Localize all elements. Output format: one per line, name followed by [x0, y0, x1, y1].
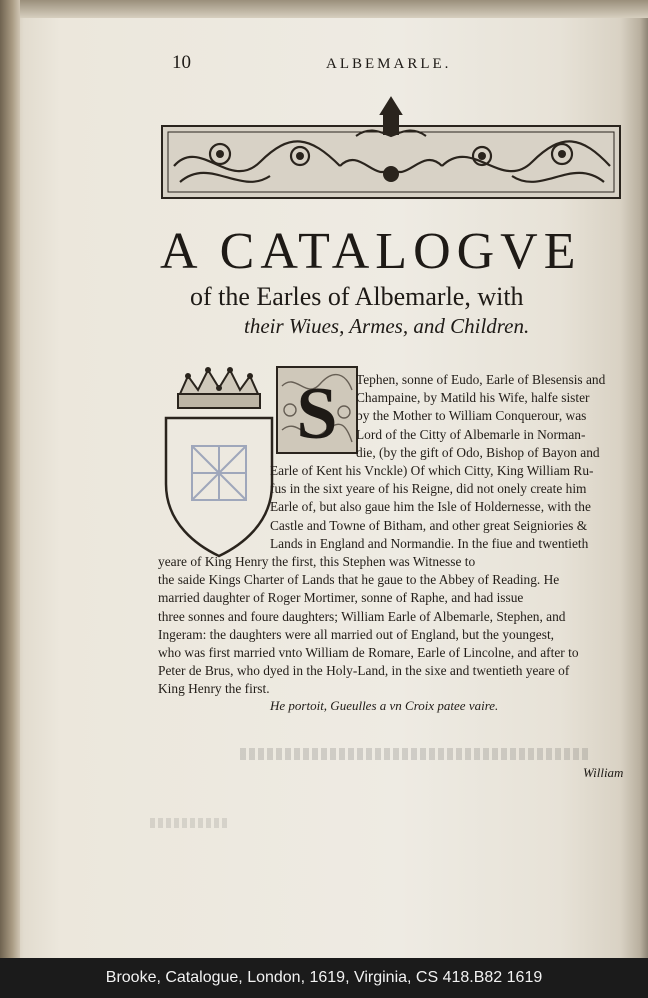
- body-line: fus in the sixt yeare of his Reigne, did not onely create him: [270, 481, 587, 497]
- body-line: by the Mother to William Conquerour, was: [356, 408, 587, 424]
- body-line: Earle of Kent his Vnckle) Of which Citty, King William Ru-: [270, 463, 594, 478]
- running-head: ALBEMARLE.: [326, 56, 452, 72]
- paper-top-edge: [0, 0, 648, 18]
- ornamental-headpiece: [160, 96, 622, 208]
- body-line: three sonnes and foure daughters; William Earle of Albemarle, Stephen, and: [158, 608, 566, 624]
- body-line: Tephen, sonne of Eudo, Earle of Blesensis and: [356, 372, 606, 387]
- body-line: Lands in England and Normandie. In the fiue and twentieth: [270, 535, 589, 551]
- drop-cap-letter: S: [296, 373, 338, 454]
- body-line: Castle and Towne of Bitham, and other great Seigniories &: [270, 517, 588, 533]
- caption-bar: [0, 958, 648, 998]
- page-number: 10: [172, 52, 191, 73]
- body-line: Peter de Brus, who dyed in the Holy-Land, in the sixe and twentieth yeare of: [158, 663, 570, 679]
- body-line: Earle of, but also gaue him the Isle of Holdernesse, with the: [270, 499, 591, 515]
- body-line: die, (by the gift of Odo, Bishop of Bayon and: [356, 444, 600, 460]
- body-line: married daughter of Roger Mortimer, sonne of Raphe, and had issue: [158, 590, 524, 606]
- body-line: Champaine, by Matild his Wife, halfe sister: [356, 390, 590, 406]
- coat-of-arms-icon: [160, 364, 278, 564]
- body-line: yeare of King Henry the first, this Stephen was Witnesse to: [158, 554, 476, 569]
- catalogue-title: A CATALOGVE: [160, 223, 582, 280]
- show-through-text: [150, 818, 230, 828]
- paper-left-edge: [0, 0, 20, 958]
- catalogue-subtitle-line-2: their Wiues, Armes, and Children.: [244, 314, 530, 338]
- show-through-text: [240, 748, 590, 760]
- body-line: Ingeram: the daughters were all married out of England, but the youngest,: [158, 626, 555, 642]
- image-caption: Brooke, Catalogue, London, 1619, Virginia, CS 418.B82 1619: [105, 969, 543, 986]
- catchword: William: [583, 765, 624, 780]
- body-line: the saide Kings Charter of Lands that he gaue to the Abbey of Reading. He: [158, 572, 560, 588]
- catalogue-subtitle-line-1: of the Earles of Albemarle, with: [190, 282, 524, 311]
- decorated-initial: [276, 366, 358, 454]
- body-line: King Henry the first.: [158, 681, 270, 697]
- arms-description: He portoit, Gueulles a vn Croix patee vaire.: [270, 698, 499, 713]
- body-line: who was first married vnto William de Romare, Earle of Lincolne, and after to: [158, 645, 579, 660]
- body-line: Lord of the Citty of Albemarle in Norman-: [356, 426, 586, 442]
